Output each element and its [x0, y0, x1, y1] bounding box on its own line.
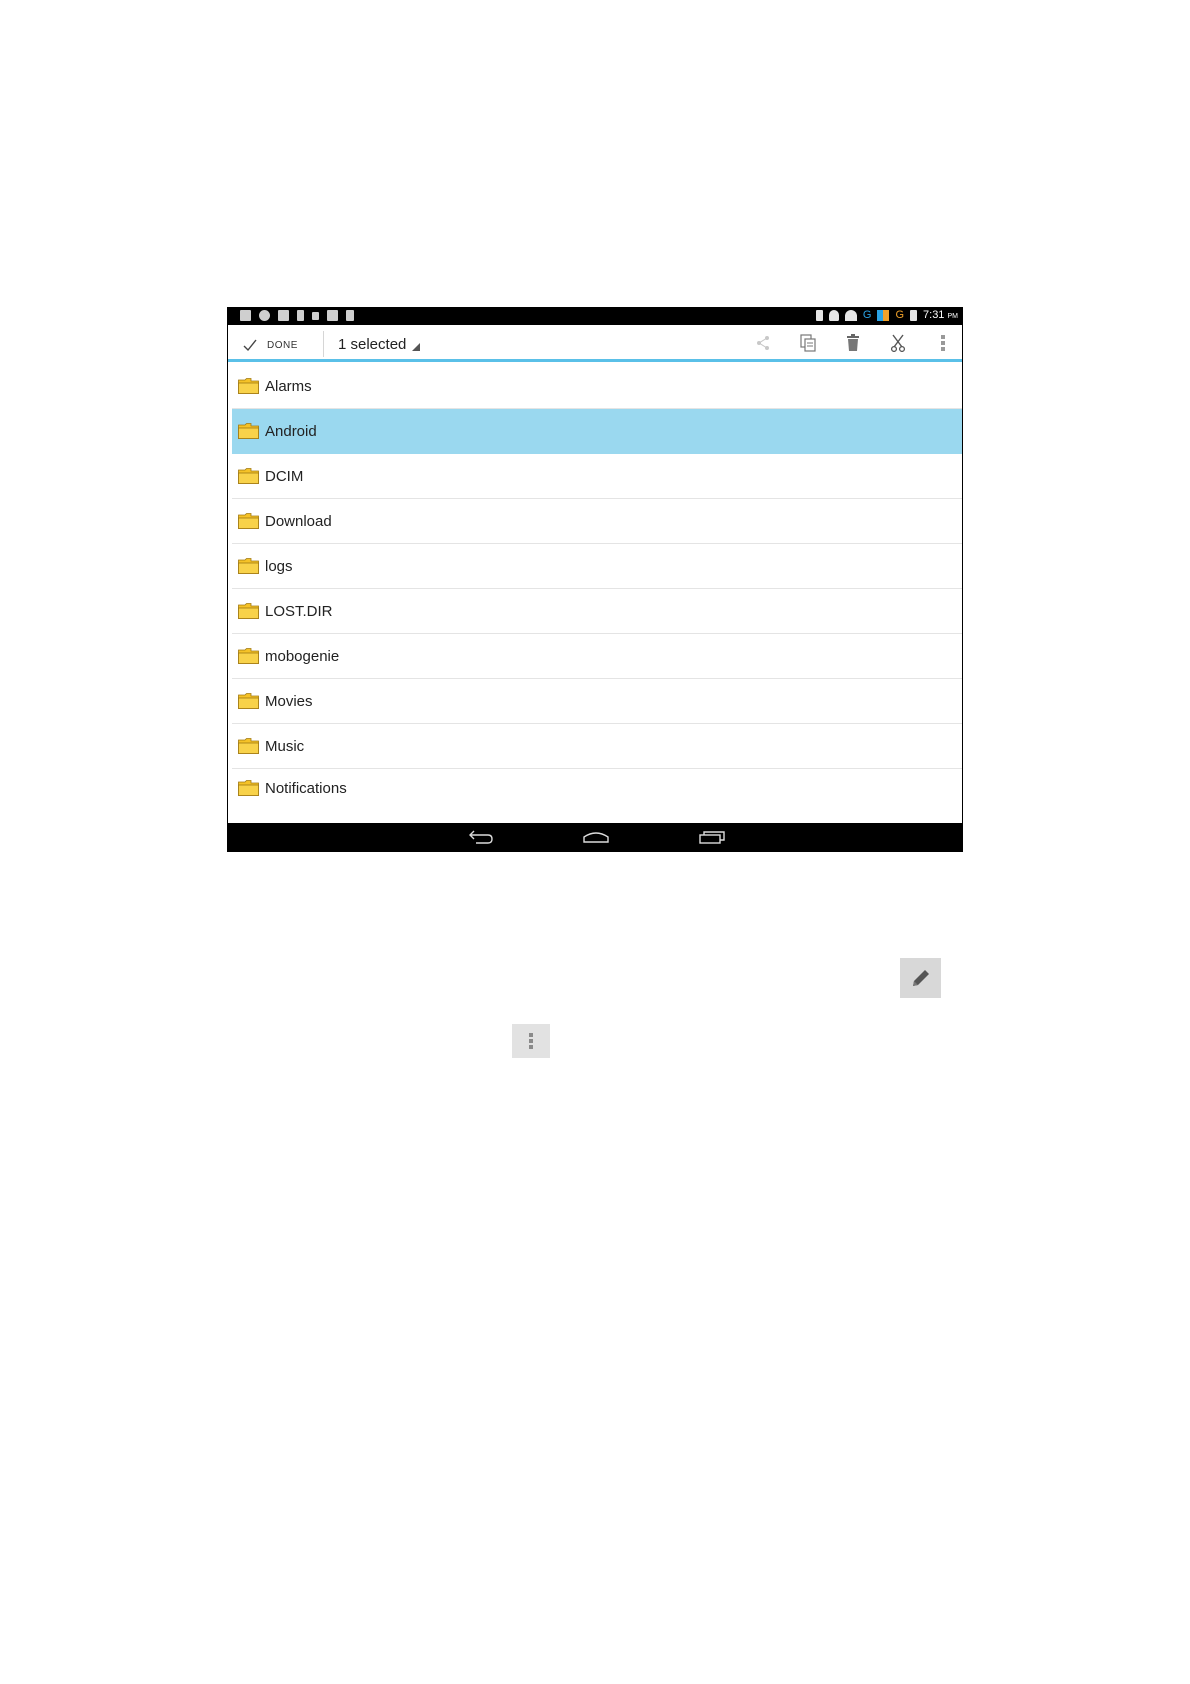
folder-name: logs: [265, 557, 293, 575]
home-button[interactable]: [582, 828, 610, 846]
folder-icon: [238, 558, 259, 574]
folder-name: LOST.DIR: [265, 602, 333, 620]
folder-name: Music: [265, 737, 305, 755]
done-label: DONE: [267, 339, 298, 351]
folder-icon: [238, 648, 259, 664]
headset-icon: [829, 310, 839, 321]
recents-button[interactable]: [698, 828, 726, 846]
folder-name: mobogenie: [265, 647, 340, 665]
selection-count-dropdown[interactable]: [338, 336, 420, 353]
done-button[interactable]: [243, 333, 298, 357]
browser-icon: [259, 310, 270, 321]
folder-list: [232, 364, 962, 807]
checkmark-icon: [243, 338, 257, 352]
folder-row[interactable]: [232, 364, 962, 409]
bluetooth-icon: [816, 310, 823, 321]
clock-ampm: PM: [947, 313, 958, 320]
home-icon: [582, 828, 610, 846]
overflow-menu-icon: [528, 1031, 534, 1051]
signal-icon: [877, 310, 889, 321]
folder-name: Download: [265, 512, 332, 530]
folder-row[interactable]: [232, 454, 962, 499]
status-bar-system: [816, 309, 958, 321]
share-button[interactable]: [754, 333, 772, 353]
wifi-icon: [845, 310, 857, 321]
folder-name: Alarms: [265, 377, 312, 395]
folder-icon: [238, 693, 259, 709]
share-icon: [755, 335, 771, 351]
action-bar-actions: [754, 333, 952, 353]
folder-icon: [238, 738, 259, 754]
folder-icon: [238, 423, 259, 439]
folder-row[interactable]: [232, 769, 962, 807]
contextual-action-bar: [228, 325, 962, 362]
folder-name: Movies: [265, 692, 313, 710]
sd-card-icon: [346, 310, 354, 321]
folder-row[interactable]: [232, 634, 962, 679]
screenshot-icon: [327, 310, 338, 321]
pencil-icon: [909, 966, 933, 990]
folder-row[interactable]: [232, 724, 962, 769]
battery-icon: [910, 310, 917, 321]
folder-row[interactable]: [232, 589, 962, 634]
notification-icon: [240, 310, 251, 321]
screenshot-icon: [278, 310, 289, 321]
network-type-1: G: [862, 309, 872, 321]
overflow-menu-button-standalone[interactable]: [512, 1024, 550, 1058]
folder-name: DCIM: [265, 467, 304, 485]
usb-icon: [297, 310, 304, 321]
overflow-menu-icon: [940, 334, 946, 352]
cut-icon: [890, 334, 906, 352]
clock-time: 7:31: [923, 309, 945, 321]
folder-icon: [238, 468, 259, 484]
folder-row[interactable]: [232, 409, 962, 454]
folder-icon: [238, 603, 259, 619]
clock: [923, 309, 958, 321]
lock-icon: [312, 312, 319, 320]
selection-count-label: 1 selected: [338, 336, 407, 353]
folder-row[interactable]: [232, 544, 962, 589]
action-bar-divider: [323, 331, 324, 357]
cut-button[interactable]: [889, 333, 907, 353]
back-icon: [466, 828, 494, 846]
back-button[interactable]: [466, 828, 494, 846]
delete-icon: [846, 334, 860, 352]
status-bar: [228, 308, 962, 325]
recents-icon: [698, 828, 726, 846]
folder-name: Notifications: [265, 779, 347, 797]
network-type-2: G: [895, 309, 905, 321]
folder-row[interactable]: [232, 499, 962, 544]
navigation-bar: [228, 823, 962, 851]
copy-icon: [800, 334, 816, 352]
overflow-menu-button[interactable]: [934, 333, 952, 353]
status-bar-notifications: [240, 310, 354, 321]
folder-icon: [238, 780, 259, 796]
delete-button[interactable]: [844, 333, 862, 353]
device-screen: [228, 308, 962, 851]
edit-button[interactable]: [900, 958, 941, 998]
folder-name: Android: [265, 422, 317, 440]
folder-icon: [238, 378, 259, 394]
copy-button[interactable]: [799, 333, 817, 353]
folder-row[interactable]: [232, 679, 962, 724]
dropdown-triangle-icon: [412, 343, 420, 351]
folder-icon: [238, 513, 259, 529]
